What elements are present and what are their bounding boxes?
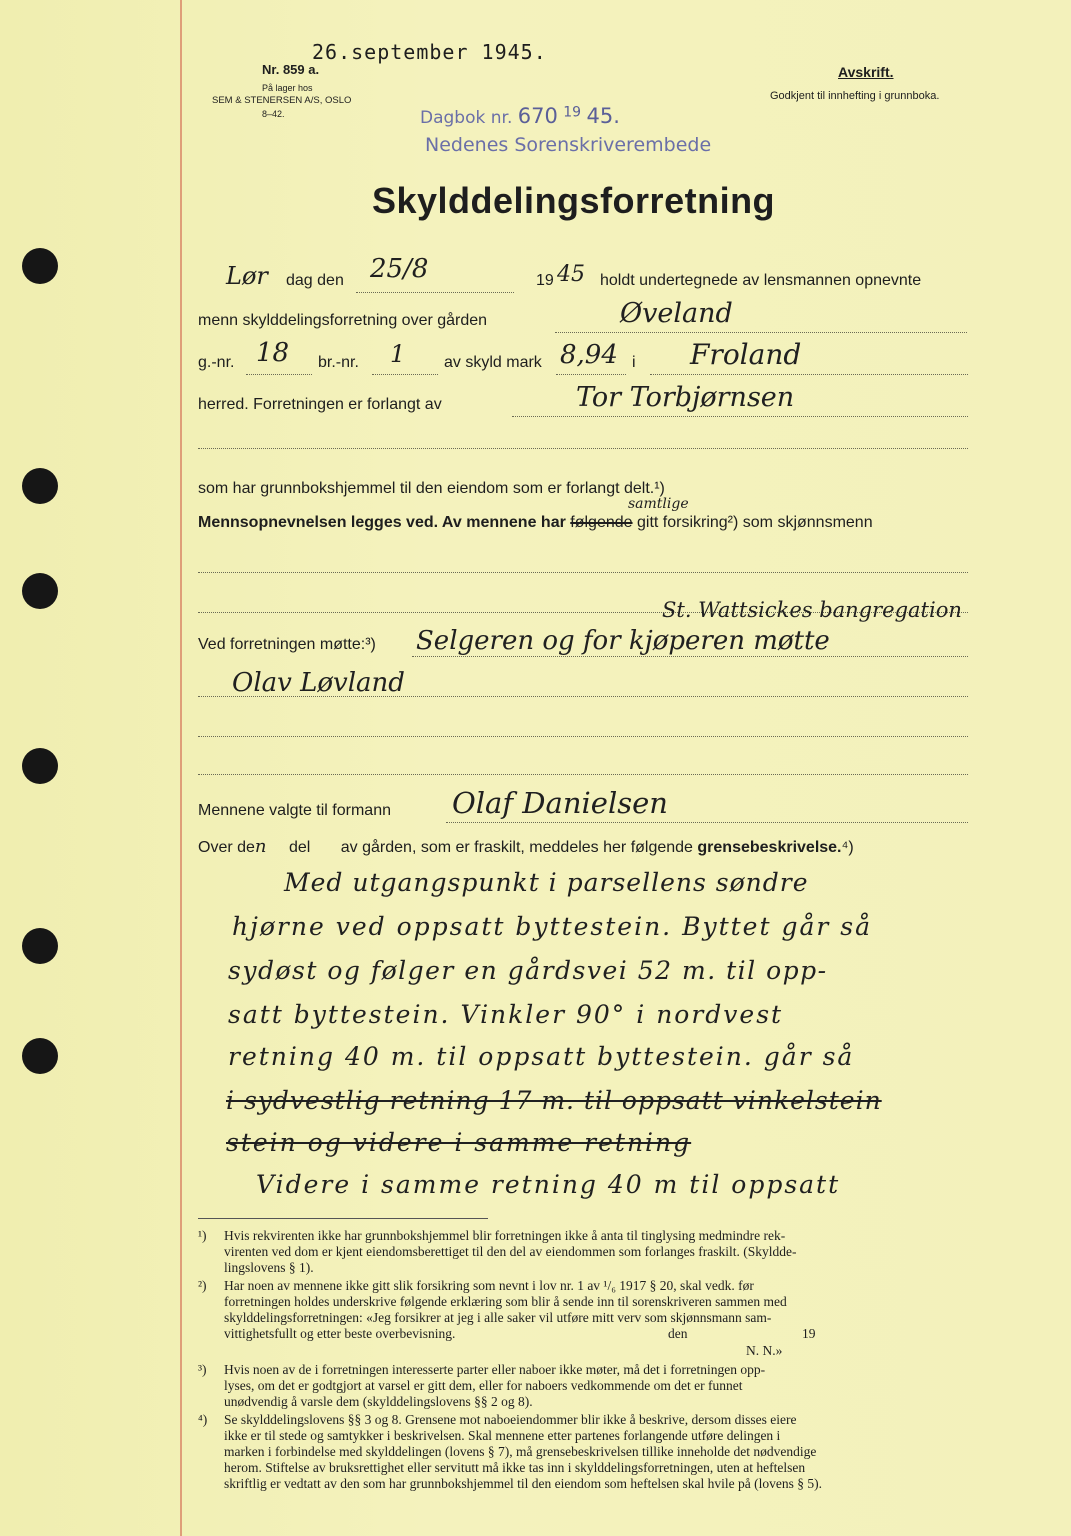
meddeles-text: av gården, som er fraskilt, meddeles her følgende bbox=[340, 839, 693, 856]
footnote-text: herom. Stiftelse av bruksrettighet eller servitutt må ikke tas inn i skylddelingsforretningen, uten at heftelsen bbox=[224, 1460, 806, 1475]
description-line: sydøst og følger en gårdsvei 52 m. til opp- bbox=[228, 956, 828, 985]
punch-hole bbox=[22, 248, 58, 284]
footnote-text: lingslovens § 1). bbox=[224, 1260, 314, 1275]
skyld-handwritten: 8,94 bbox=[560, 340, 618, 370]
punch-hole bbox=[22, 468, 58, 504]
description-line: satt byttestein. Vinkler 90° i nordvest bbox=[228, 1000, 784, 1029]
del-text: del bbox=[288, 839, 311, 856]
footnote-text: skylddelingsforretningen: «Jeg forsikrer at jeg i alle saker vil utføre mitt verv som skjønnsmann sam- bbox=[224, 1310, 772, 1325]
form-number: Nr. 859 a. bbox=[262, 62, 320, 77]
typed-date: 26.september 1945. bbox=[312, 40, 547, 64]
footnote-text: unødvendig å varsle dem (skylddelingslovens §§ 2 og 8). bbox=[224, 1394, 533, 1409]
footnote-text: lyses, om det er godtgjort at varsel er gitt dem, eller for naboers vedkommende om det er funnet bbox=[224, 1378, 743, 1393]
footnote-text: ikke er til stede og samtykker i beskrivelsen. Skal mennene etter partenes forlangende utføre delingen i bbox=[224, 1428, 781, 1443]
year-prefix: 19 bbox=[536, 272, 554, 289]
footnote-text: virenten ved dom er kjent eiendomsberettiget til den del av eiendommen som forlanges fraskilt. (Skyldde- bbox=[224, 1244, 797, 1259]
inserted-word-handwritten: samtlige bbox=[628, 496, 689, 512]
skyld-label: av skyld mark bbox=[444, 354, 542, 371]
date-field-line bbox=[356, 292, 514, 293]
footnote-ref: ⁴) bbox=[841, 839, 854, 856]
dag-den-label: dag den bbox=[286, 272, 344, 289]
dagbok-year: 45. bbox=[586, 104, 620, 128]
margin-rule bbox=[180, 0, 182, 1536]
dagbok-stamp bbox=[420, 104, 620, 128]
footnote-nn: N. N.» bbox=[746, 1343, 783, 1358]
ved-label: Ved forretningen møtte:³) bbox=[198, 636, 376, 653]
punch-hole bbox=[22, 1038, 58, 1074]
over-n-handwritten: n bbox=[254, 836, 267, 857]
forsikring-text: gitt forsikring²) som skjønnsmenn bbox=[636, 514, 873, 531]
footnote-text: forretningen holdes underskrive følgende erklæring som blir å sende inn til sorenskriveren sammen med bbox=[224, 1294, 787, 1309]
i-label: i bbox=[632, 354, 636, 371]
over-den-line bbox=[198, 836, 854, 857]
description-line: retning 40 m. til oppsatt byttestein. går så bbox=[228, 1042, 855, 1071]
footnote-year: 19 bbox=[802, 1326, 816, 1341]
formann-field-line bbox=[446, 822, 968, 823]
footnote-den: den bbox=[668, 1326, 688, 1341]
gnr-label: g.-nr. bbox=[198, 354, 235, 371]
herred-requester-label: herred. Forretningen er forlangt av bbox=[198, 396, 442, 413]
ved-handwritten-line1: Selgeren og for kjøperen møtte bbox=[416, 626, 830, 656]
form-title: Skylddelingsforretning bbox=[372, 180, 776, 221]
footnote-text: Hvis noen av de i forretningen interesserte parter eller naboer ikke møter, må det i forretningen opp- bbox=[224, 1362, 766, 1377]
footnote-marker: ³) bbox=[198, 1362, 207, 1377]
brnr-handwritten: 1 bbox=[390, 340, 406, 368]
dagbok-year-prefix: 19 bbox=[563, 104, 582, 121]
punch-hole bbox=[22, 928, 58, 964]
footnote-marker: ²) bbox=[198, 1278, 207, 1293]
herred-field-line bbox=[650, 374, 968, 375]
brnr-label: br.-nr. bbox=[318, 354, 359, 371]
description-line: hjørne ved oppsatt byttestein. Byttet går så bbox=[232, 912, 872, 941]
blank-line bbox=[198, 572, 968, 573]
dagbok-label: Dagbok nr. bbox=[420, 108, 513, 128]
line2-text: menn skylddelingsforretning over gården bbox=[198, 312, 488, 329]
brnr-field-line bbox=[372, 374, 438, 375]
farm-handwritten: Øveland bbox=[620, 298, 733, 329]
ved-field-line bbox=[412, 656, 968, 657]
publisher-line: SEM & STENERSEN A/S, OSLO bbox=[212, 95, 352, 106]
footnote-marker: ⁴) bbox=[198, 1412, 208, 1427]
punch-hole bbox=[22, 573, 58, 609]
mennsopnevnelse-text: Mennsopnevnelsen legges ved. Av mennene har bbox=[198, 514, 566, 531]
requester-field-line bbox=[512, 416, 968, 417]
weekday-handwritten: Lør bbox=[226, 262, 268, 290]
line1-text: holdt undertegnede av lensmannen opnevnte bbox=[600, 272, 922, 289]
mennsopnevnelse-line bbox=[198, 514, 873, 532]
over-de-text: Over de bbox=[198, 839, 255, 856]
date-handwritten: 25/8 bbox=[370, 254, 429, 284]
formann-label: Mennene valgte til formann bbox=[198, 802, 391, 819]
description-line: Videre i samme retning 40 m til oppsatt bbox=[256, 1170, 841, 1199]
footnote-text: Se skylddelingslovens §§ 3 og 8. Grensene mot naboeiendommer blir ikke å beskrive, dersom disses eiere bbox=[224, 1412, 797, 1427]
farm-field-line bbox=[555, 332, 967, 333]
footnote-text: Hvis rekvirenten ikke har grunnbokshjemmel blir forretningen ikke å anta til tinglysing medmindre rek- bbox=[224, 1228, 786, 1243]
footnote-separator bbox=[198, 1218, 488, 1219]
herred-handwritten: Froland bbox=[690, 338, 802, 371]
gnr-field-line bbox=[246, 374, 312, 375]
godkjent-note: Godkjent til innhefting i grunnboka. bbox=[770, 90, 940, 102]
grensebeskrivelse-text: grensebeskrivelse. bbox=[697, 839, 842, 856]
ved-insert-handwritten: St. Wattsickes bangregation bbox=[662, 598, 962, 622]
publisher-line: 8–42. bbox=[262, 109, 285, 119]
footnote-marker: ¹) bbox=[198, 1228, 207, 1243]
blank-line bbox=[198, 696, 968, 697]
punch-hole bbox=[22, 748, 58, 784]
description-line-struck: i sydvestlig retning 17 m. til oppsatt vinkelstein bbox=[226, 1086, 882, 1115]
struck-word: følgende bbox=[570, 514, 633, 531]
ved-handwritten-line2: Olav Løvland bbox=[232, 668, 405, 698]
description-line: Med utgangspunkt i parsellens søndre bbox=[284, 868, 809, 897]
footnote-text: Har noen av mennene ikke gitt slik forsikring som nevnt i lov nr. 1 av ¹/₆ 1917 § 20, skal vedk. før bbox=[224, 1278, 754, 1293]
formann-handwritten: Olaf Danielsen bbox=[452, 786, 668, 820]
office-stamp: Nedenes Sorenskriverembede bbox=[425, 134, 712, 156]
footnote-text: marken i forbindelse med skylddelingen (lovens § 7), må grensebeskrivelsen tillike inneholde det nødvendige bbox=[224, 1444, 817, 1459]
blank-line bbox=[198, 736, 968, 737]
footnote-text: vittighetsfullt og etter beste overbevisning. bbox=[224, 1326, 456, 1341]
requester-handwritten: Tor Torbjørnsen bbox=[576, 382, 795, 413]
grunnbok-text: som har grunnbokshjemmel til den eiendom som er forlangt delt.¹) bbox=[198, 480, 665, 497]
blank-line bbox=[198, 448, 968, 449]
footnote-text: skriftlig er vedtatt av den som har grunnbokshjemmel til den eiendom som heftelsen skal hvile på (lovens § 5). bbox=[224, 1476, 822, 1491]
dagbok-number: 670 bbox=[517, 104, 558, 128]
gnr-handwritten: 18 bbox=[256, 338, 290, 368]
year-handwritten: 45 bbox=[557, 262, 585, 287]
blank-line bbox=[198, 774, 968, 775]
avskrift-label: Avskrift. bbox=[838, 64, 894, 80]
skyld-field-line bbox=[556, 374, 626, 375]
publisher-line: På lager hos bbox=[262, 83, 313, 93]
description-line-struck: stein og videre i samme retning bbox=[226, 1128, 692, 1157]
